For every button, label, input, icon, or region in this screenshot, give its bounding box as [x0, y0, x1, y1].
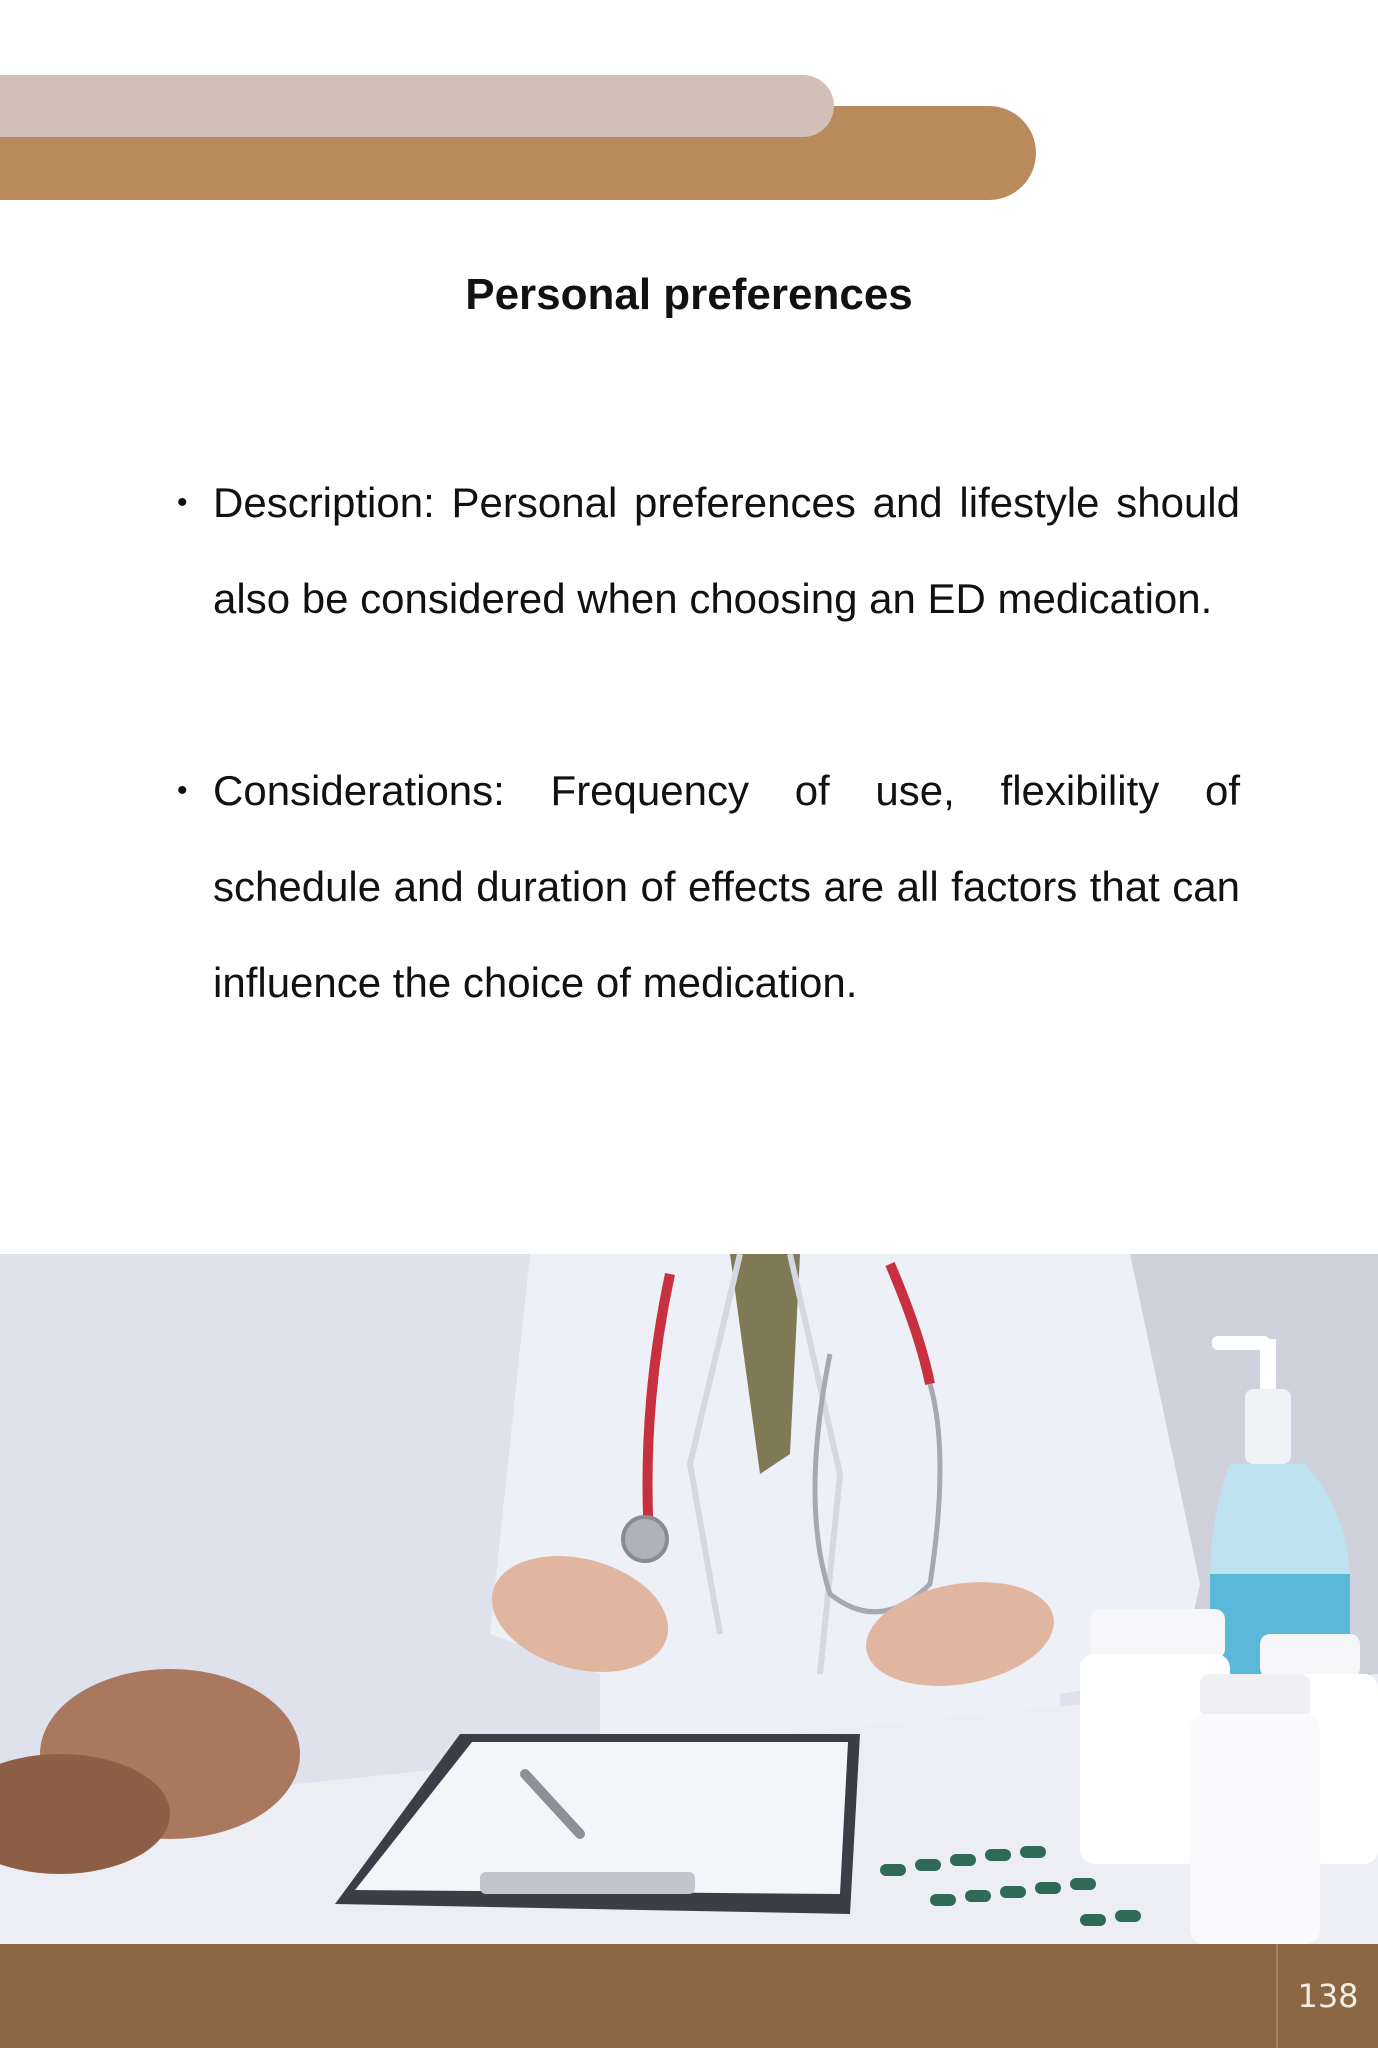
bullet-considerations	[177, 743, 1240, 1031]
page-title: Personal preferences	[465, 270, 913, 319]
header-band-light	[0, 75, 834, 137]
page-number: 138	[1297, 1977, 1359, 2015]
bullet-considerations-text: Considerations: Frequency of use, flexibility of schedule and duration of effects are all factors that can influence the choice of medication.	[213, 767, 1240, 1006]
footer-bar	[0, 1944, 1378, 2048]
bullet-list	[177, 455, 1240, 1127]
bullet-description	[177, 455, 1240, 647]
page-number-box	[1276, 1944, 1378, 2048]
bullet-description-text: Description: Personal preferences and lifestyle should also be considered when choosing an ED medication.	[213, 479, 1240, 622]
bullet-marker: •	[177, 486, 188, 519]
doctor-consultation-photo	[0, 1254, 1378, 1944]
bullet-marker: •	[177, 774, 188, 807]
